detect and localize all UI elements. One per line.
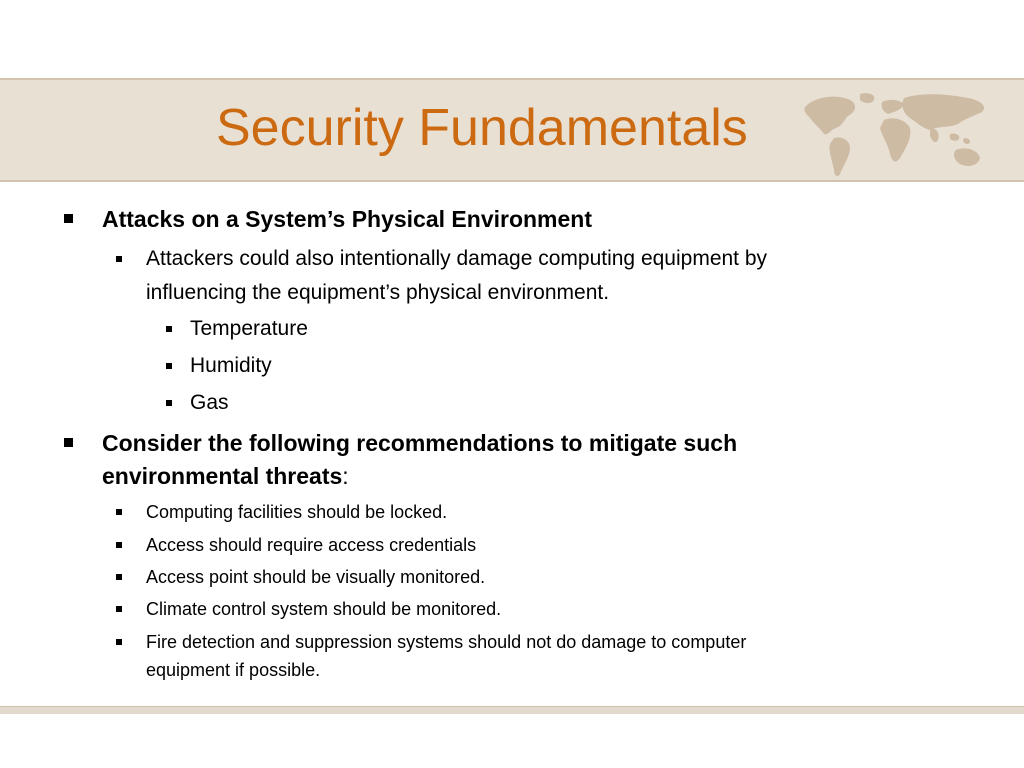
square-bullet-icon [166, 400, 172, 406]
recommendation-text: Fire detection and suppression systems should not do damage to computer [146, 632, 747, 652]
square-bullet-icon [166, 326, 172, 332]
bullet-text-line: Attackers could also intentionally damage computing equipment by [146, 247, 768, 270]
square-bullet-icon [64, 214, 73, 223]
bullet-heading-suffix: : [342, 463, 349, 489]
square-bullet-icon [166, 363, 172, 369]
square-bullet-icon [64, 438, 73, 447]
square-bullet-icon [116, 509, 122, 515]
recommendation-text: Climate control system should be monitored. [146, 599, 502, 619]
factor-text: Humidity [190, 354, 272, 377]
recommendation-text: Access point should be visually monitored. [146, 567, 486, 587]
square-bullet-icon [116, 639, 122, 645]
square-bullet-icon [116, 574, 122, 580]
bullet-heading: Attacks on a System’s Physical Environment [102, 206, 592, 232]
recommendation-text: Access should require access credentials [146, 535, 477, 555]
factor-text: Temperature [190, 317, 308, 340]
bullet-heading [102, 461, 349, 491]
bullet-heading-text: environmental threats [102, 463, 343, 489]
square-bullet-icon [116, 542, 122, 548]
bullet-text-line: influencing the equipment’s physical environment. [146, 281, 610, 304]
square-bullet-icon [116, 256, 122, 262]
bullet-heading: Consider the following recommendations to mitigate such [102, 430, 738, 456]
slide-title: Security Fundamentals [216, 99, 748, 157]
recommendation-text: Computing facilities should be locked. [146, 502, 448, 522]
footer-bar [0, 706, 1024, 714]
factor-text: Gas [190, 391, 229, 414]
square-bullet-icon [116, 606, 122, 612]
recommendation-text: equipment if possible. [146, 660, 321, 680]
